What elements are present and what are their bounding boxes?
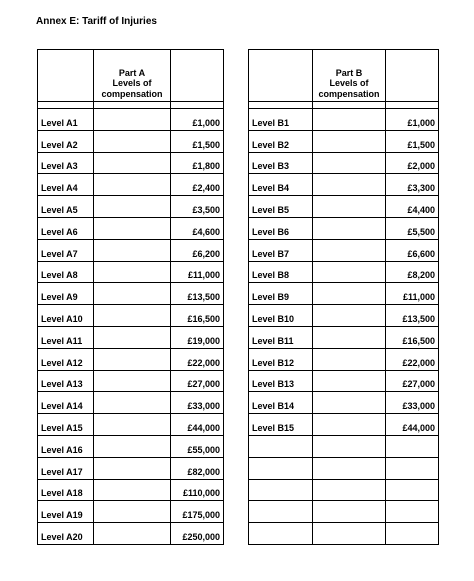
part-a-amount-cell: £6,200 xyxy=(171,239,224,261)
part-a-level-cell: Level A7 xyxy=(38,239,94,261)
part-a-table-row xyxy=(38,174,224,196)
part-a-level-cell: Level A1 xyxy=(38,109,94,131)
part-b-blank-cell xyxy=(313,348,386,370)
part-a-table-row xyxy=(38,370,224,392)
part-a-level-cell: Level A4 xyxy=(38,174,94,196)
part-b-amount-cell: £16,500 xyxy=(386,326,439,348)
part-a-table-row xyxy=(38,130,224,152)
part-a-level-cell: Level A19 xyxy=(38,501,94,523)
part-b-header-subtitle-line2: compensation xyxy=(318,88,380,99)
part-b-header-subtitle-line1: Levels of xyxy=(329,78,369,88)
part-a-table-row xyxy=(38,392,224,414)
part-a-table-row xyxy=(38,239,224,261)
part-a-blank-cell xyxy=(94,479,171,501)
part-a-level-cell: Level A12 xyxy=(38,348,94,370)
part-a-level-cell: Level A14 xyxy=(38,392,94,414)
part-a-amount-cell: £1,000 xyxy=(171,109,224,131)
part-b-blank-cell xyxy=(313,414,386,436)
part-b-table-row xyxy=(249,414,439,436)
part-b-blank-cell xyxy=(313,523,386,545)
part-b-table-row xyxy=(249,305,439,327)
part-a-table-row xyxy=(38,196,224,218)
part-b-blank-cell xyxy=(313,261,386,283)
part-a-amount-cell: £1,800 xyxy=(171,152,224,174)
part-a-blank-cell xyxy=(94,239,171,261)
part-b-header-title: Part B xyxy=(335,67,363,78)
part-b-level-cell xyxy=(249,523,313,545)
part-b-table-row xyxy=(249,196,439,218)
part-b-blank-cell xyxy=(313,239,386,261)
part-b-level-cell xyxy=(249,501,313,523)
part-b-blank-cell xyxy=(313,152,386,174)
part-b-level-cell: Level B5 xyxy=(249,196,313,218)
part-b-amount-cell: £11,000 xyxy=(386,283,439,305)
part-b-header-row xyxy=(249,50,439,102)
part-b-amount-cell: £3,300 xyxy=(386,174,439,196)
part-a-blank-cell xyxy=(94,326,171,348)
part-a-blank-cell xyxy=(94,414,171,436)
part-a-amount-cell: £19,000 xyxy=(171,326,224,348)
part-b-amount-cell: £33,000 xyxy=(386,392,439,414)
part-b-blank-cell xyxy=(313,174,386,196)
part-a-amount-cell: £55,000 xyxy=(171,435,224,457)
part-a-header-cell xyxy=(94,50,171,102)
part-b-amount-cell xyxy=(386,501,439,523)
part-a-amount-cell: £3,500 xyxy=(171,196,224,218)
part-b-level-cell: Level B2 xyxy=(249,130,313,152)
part-a-level-cell: Level A3 xyxy=(38,152,94,174)
part-b-spacer-row xyxy=(249,102,439,109)
part-a-amount-cell: £13,500 xyxy=(171,283,224,305)
part-b-blank-cell xyxy=(313,109,386,131)
part-a-blank-cell xyxy=(94,501,171,523)
part-b-level-cell xyxy=(249,479,313,501)
part-a-blank-cell xyxy=(94,109,171,131)
part-a-blank-cell xyxy=(94,392,171,414)
part-b-table-row xyxy=(249,283,439,305)
part-b-level-cell: Level B15 xyxy=(249,414,313,436)
part-b-table-row xyxy=(249,523,439,545)
part-b-amount-cell: £6,600 xyxy=(386,239,439,261)
part-b-blank-cell xyxy=(313,435,386,457)
part-a-amount-cell: £110,000 xyxy=(171,479,224,501)
part-b-amount-cell: £2,000 xyxy=(386,152,439,174)
part-b-table-row xyxy=(249,152,439,174)
part-b-header-blank-cell xyxy=(386,50,439,102)
part-a-level-cell: Level A8 xyxy=(38,261,94,283)
part-b-amount-cell xyxy=(386,479,439,501)
part-b-table-row xyxy=(249,348,439,370)
part-a-blank-cell xyxy=(94,174,171,196)
part-b-level-cell: Level B6 xyxy=(249,217,313,239)
part-a-level-cell: Level A6 xyxy=(38,217,94,239)
part-b-level-cell: Level B1 xyxy=(249,109,313,131)
part-a-blank-cell xyxy=(94,283,171,305)
part-b-amount-cell: £8,200 xyxy=(386,261,439,283)
part-b-level-cell: Level B10 xyxy=(249,305,313,327)
part-a-blank-cell xyxy=(94,130,171,152)
part-b-table-row xyxy=(249,501,439,523)
part-b-table-row xyxy=(249,457,439,479)
part-a-amount-cell: £2,400 xyxy=(171,174,224,196)
part-b-blank-cell xyxy=(313,305,386,327)
part-b-blank-cell xyxy=(313,501,386,523)
part-a-level-cell: Level A13 xyxy=(38,370,94,392)
part-b-level-cell: Level B7 xyxy=(249,239,313,261)
part-a-level-cell: Level A10 xyxy=(38,305,94,327)
part-a-level-cell: Level A5 xyxy=(38,196,94,218)
part-b-table-row xyxy=(249,174,439,196)
part-b-header-blank-cell xyxy=(249,50,313,102)
part-a-level-cell: Level A16 xyxy=(38,435,94,457)
part-a-blank-cell xyxy=(94,523,171,545)
part-b-blank-cell xyxy=(313,479,386,501)
part-b-table-row xyxy=(249,326,439,348)
part-b-amount-cell: £22,000 xyxy=(386,348,439,370)
part-b-table-row xyxy=(249,130,439,152)
part-a-table-row xyxy=(38,523,224,545)
part-a-header-row xyxy=(38,50,224,102)
part-b-amount-cell: £13,500 xyxy=(386,305,439,327)
part-a-amount-cell: £1,500 xyxy=(171,130,224,152)
part-a-level-cell: Level A18 xyxy=(38,479,94,501)
part-a-amount-cell: £27,000 xyxy=(171,370,224,392)
part-b-table-row xyxy=(249,261,439,283)
part-a-table-row xyxy=(38,261,224,283)
part-a-table-row xyxy=(38,283,224,305)
part-b-amount-cell: £44,000 xyxy=(386,414,439,436)
part-a-level-cell: Level A20 xyxy=(38,523,94,545)
part-a-table-row xyxy=(38,501,224,523)
part-a-blank-cell xyxy=(94,196,171,218)
part-a-level-cell: Level A9 xyxy=(38,283,94,305)
part-b-table-row xyxy=(249,217,439,239)
part-b-amount-cell: £27,000 xyxy=(386,370,439,392)
part-a-amount-cell: £22,000 xyxy=(171,348,224,370)
part-a-amount-cell: £16,500 xyxy=(171,305,224,327)
part-a-header-title: Part A xyxy=(118,67,146,78)
part-b-level-cell: Level B8 xyxy=(249,261,313,283)
part-b-level-cell: Level B14 xyxy=(249,392,313,414)
part-a-amount-cell: £33,000 xyxy=(171,392,224,414)
part-a-blank-cell xyxy=(94,457,171,479)
part-b-blank-cell xyxy=(313,196,386,218)
part-a-amount-cell: £175,000 xyxy=(171,501,224,523)
part-b-blank-cell xyxy=(313,370,386,392)
part-b-level-cell: Level B13 xyxy=(249,370,313,392)
part-a-table-row xyxy=(38,305,224,327)
part-b-level-cell xyxy=(249,435,313,457)
part-b-table-row xyxy=(249,392,439,414)
part-a-table xyxy=(37,49,224,545)
part-b-blank-cell xyxy=(313,283,386,305)
part-a-level-cell: Level A15 xyxy=(38,414,94,436)
part-b-blank-cell xyxy=(313,392,386,414)
part-b-amount-cell: £1,500 xyxy=(386,130,439,152)
part-a-amount-cell: £4,600 xyxy=(171,217,224,239)
part-b-amount-cell xyxy=(386,457,439,479)
part-b-blank-cell xyxy=(313,326,386,348)
part-a-amount-cell: £82,000 xyxy=(171,457,224,479)
part-a-blank-cell xyxy=(94,261,171,283)
part-a-table-row xyxy=(38,326,224,348)
part-a-header-subtitle-line2: compensation xyxy=(101,88,163,99)
part-a-table-row xyxy=(38,414,224,436)
part-a-amount-cell: £44,000 xyxy=(171,414,224,436)
part-b-amount-cell xyxy=(386,435,439,457)
page-title: Annex E: Tariff of Injuries xyxy=(36,16,157,27)
part-b-table xyxy=(248,49,439,545)
part-b-blank-cell xyxy=(313,457,386,479)
part-b-level-cell: Level B9 xyxy=(249,283,313,305)
part-a-table-row xyxy=(38,479,224,501)
part-b-level-cell: Level B4 xyxy=(249,174,313,196)
part-b-amount-cell: £5,500 xyxy=(386,217,439,239)
part-b-amount-cell: £4,400 xyxy=(386,196,439,218)
part-a-header-subtitle-line1: Levels of xyxy=(112,78,152,88)
part-a-level-cell: Level A11 xyxy=(38,326,94,348)
part-a-blank-cell xyxy=(94,305,171,327)
part-a-amount-cell: £250,000 xyxy=(171,523,224,545)
part-b-table-row xyxy=(249,435,439,457)
part-b-amount-cell: £1,000 xyxy=(386,109,439,131)
part-a-table-row xyxy=(38,348,224,370)
part-a-level-cell: Level A2 xyxy=(38,130,94,152)
part-a-amount-cell: £11,000 xyxy=(171,261,224,283)
part-a-table-row xyxy=(38,457,224,479)
part-a-header-blank-cell xyxy=(38,50,94,102)
part-a-blank-cell xyxy=(94,217,171,239)
part-a-table-row xyxy=(38,152,224,174)
part-a-blank-cell xyxy=(94,348,171,370)
part-b-header-cell xyxy=(313,50,386,102)
part-b-table-row xyxy=(249,479,439,501)
part-a-header-blank-cell xyxy=(171,50,224,102)
part-b-table-row xyxy=(249,239,439,261)
part-b-blank-cell xyxy=(313,130,386,152)
part-a-blank-cell xyxy=(94,152,171,174)
part-a-blank-cell xyxy=(94,435,171,457)
part-a-table-row xyxy=(38,217,224,239)
part-a-table-row xyxy=(38,109,224,131)
part-b-level-cell xyxy=(249,457,313,479)
part-a-table-row xyxy=(38,435,224,457)
part-b-blank-cell xyxy=(313,217,386,239)
part-a-blank-cell xyxy=(94,370,171,392)
part-b-level-cell: Level B12 xyxy=(249,348,313,370)
part-a-level-cell: Level A17 xyxy=(38,457,94,479)
part-b-level-cell: Level B3 xyxy=(249,152,313,174)
part-b-level-cell: Level B11 xyxy=(249,326,313,348)
part-b-table-row xyxy=(249,109,439,131)
part-b-amount-cell xyxy=(386,523,439,545)
part-a-spacer-row xyxy=(38,102,224,109)
part-b-table-row xyxy=(249,370,439,392)
